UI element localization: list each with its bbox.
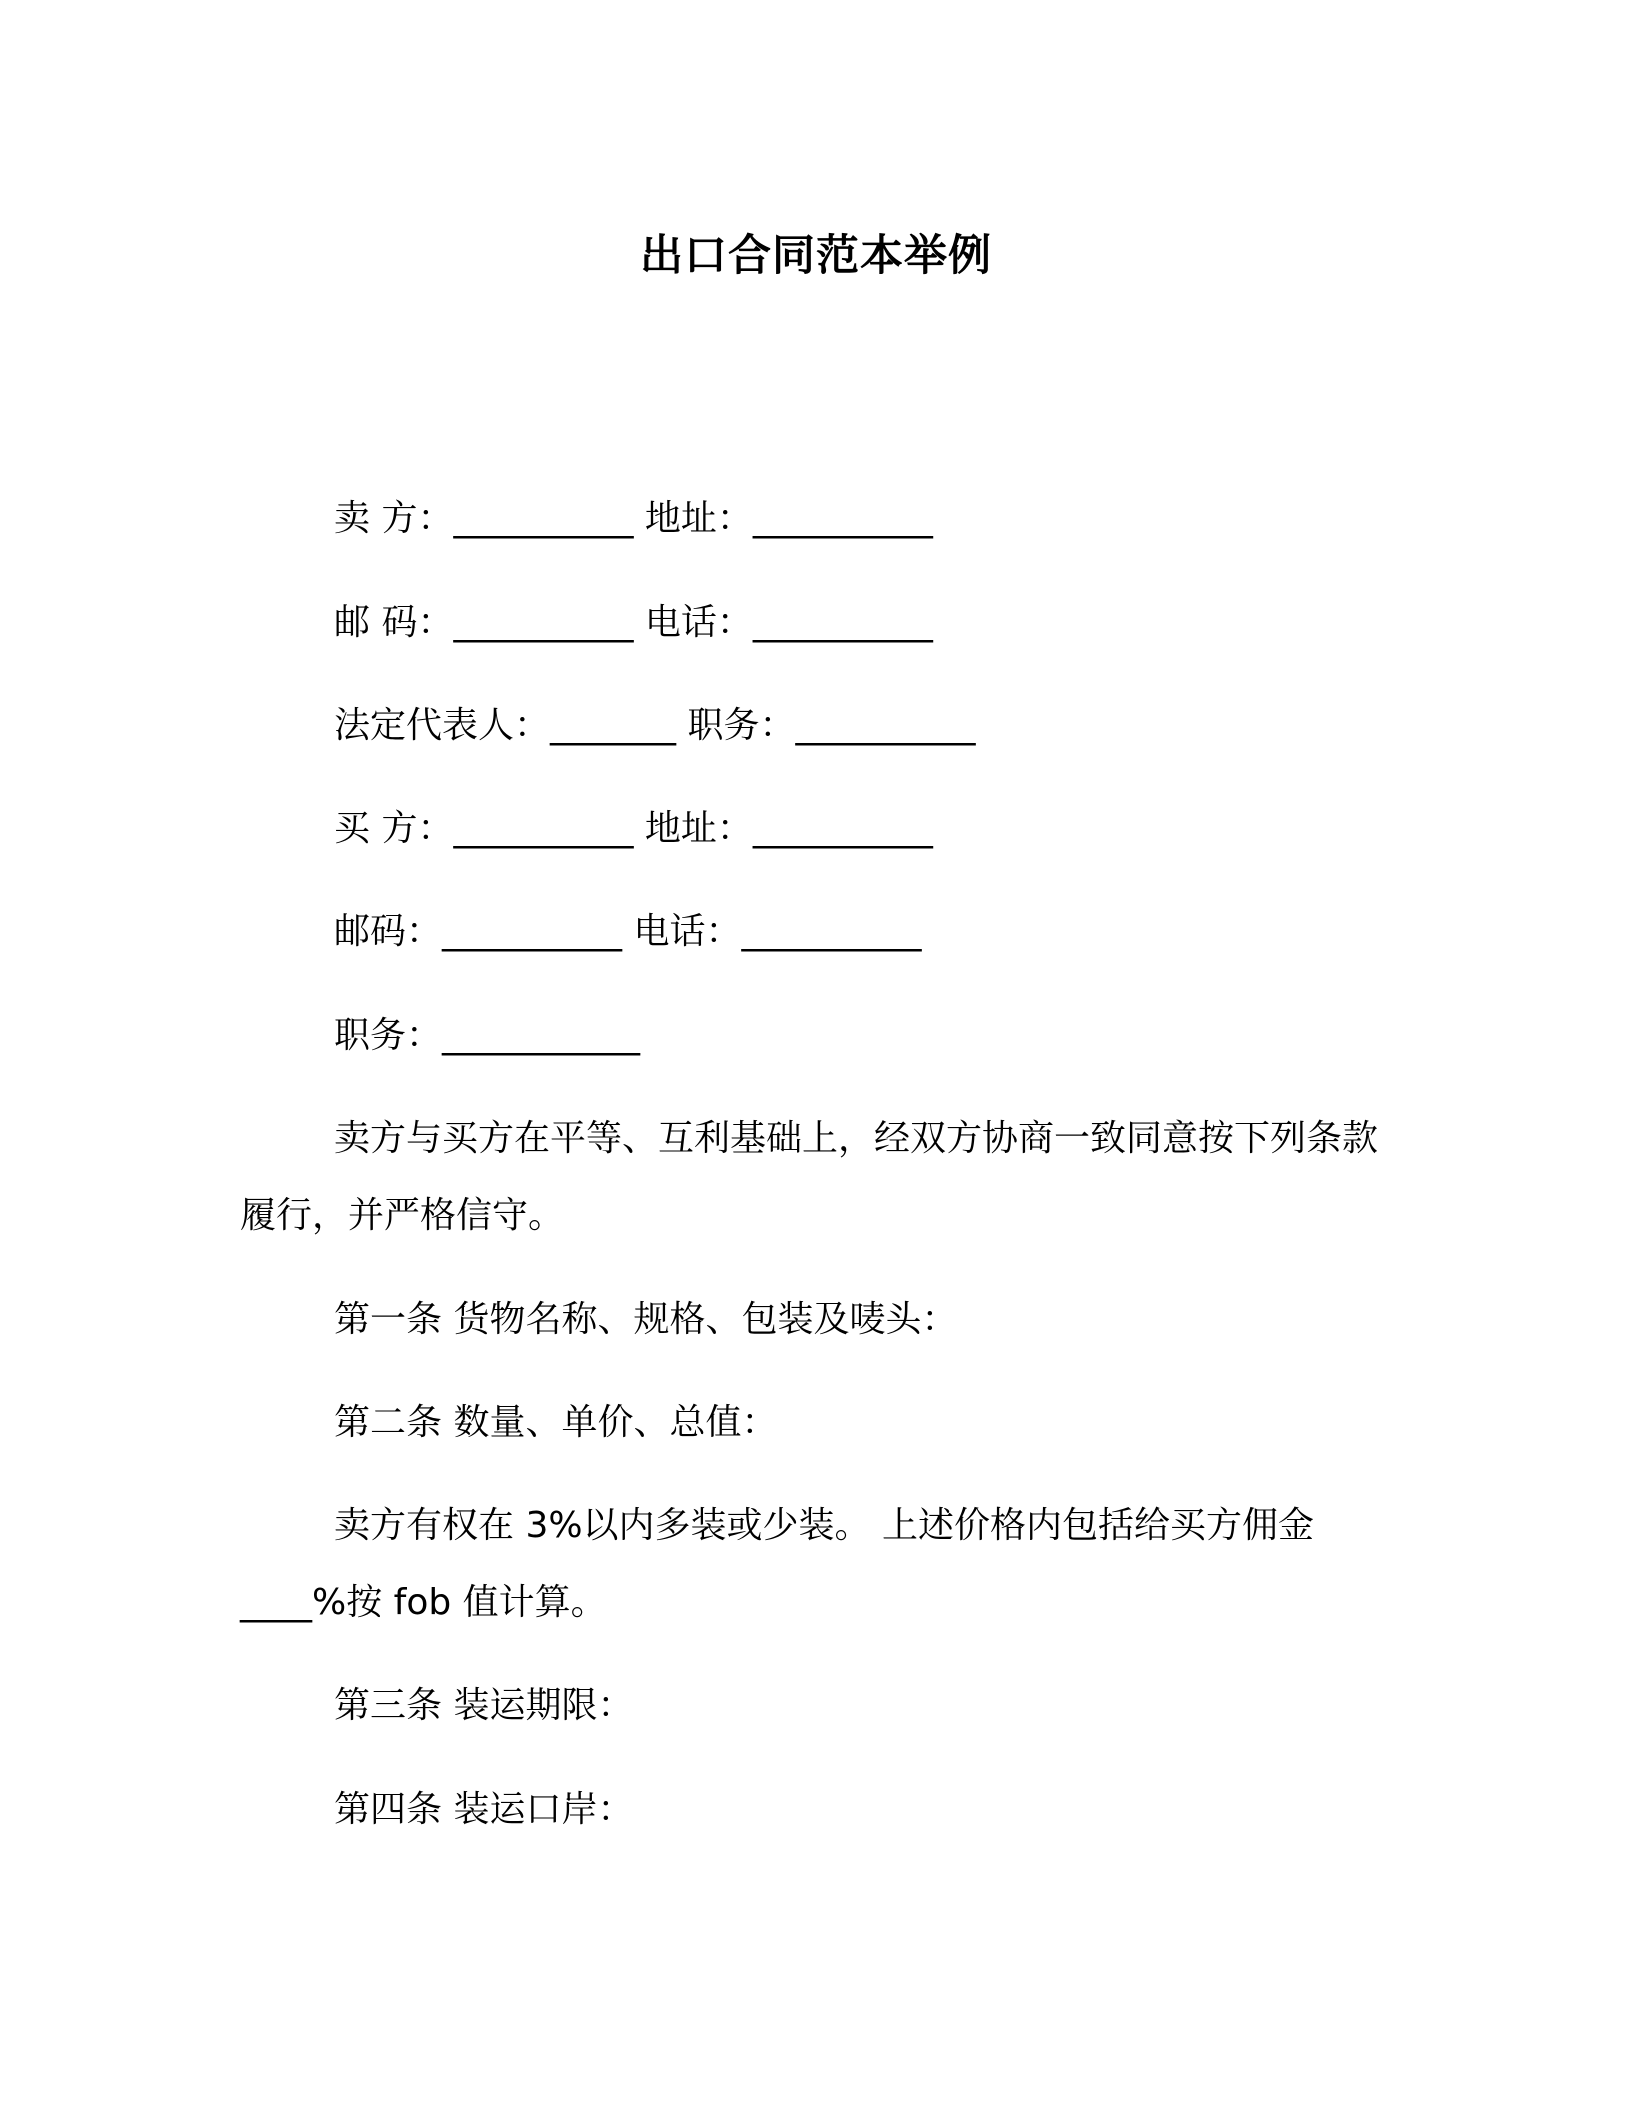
buyer-postcode-phone-line: 邮码：__________ 电话：__________ (334, 911, 922, 952)
article-3-heading: 第三条 装运期限： (334, 1685, 634, 1726)
article-2-heading: 第二条 数量、单价、总值： (334, 1402, 778, 1443)
article-1-heading: 第一条 货物名称、规格、包装及唛头： (334, 1299, 958, 1340)
buyer-position-line: 职务：___________ (334, 1015, 641, 1056)
seller-address-line: 卖 方：__________ 地址：__________ (334, 498, 933, 539)
buyer-address-line: 买 方：__________ 地址：__________ (334, 808, 933, 849)
document-title: 出口合同范本举例 (640, 231, 992, 281)
seller-postcode-phone-line: 邮 码：__________ 电话：__________ (334, 602, 933, 643)
legal-representative-line: 法定代表人：_______ 职务：__________ (334, 705, 976, 746)
allowance-paragraph: 卖方有权在 3%以内多装或少装。 上述价格内包括给买方佣金____%按 fob 值计算。 (240, 1505, 1314, 1623)
preamble-paragraph: 卖方与买方在平等、互利基础上，经双方协商一致同意按下列条款履行，并严格信守。 (240, 1118, 1379, 1236)
article-4-heading: 第四条 装运口岸： (334, 1789, 634, 1830)
